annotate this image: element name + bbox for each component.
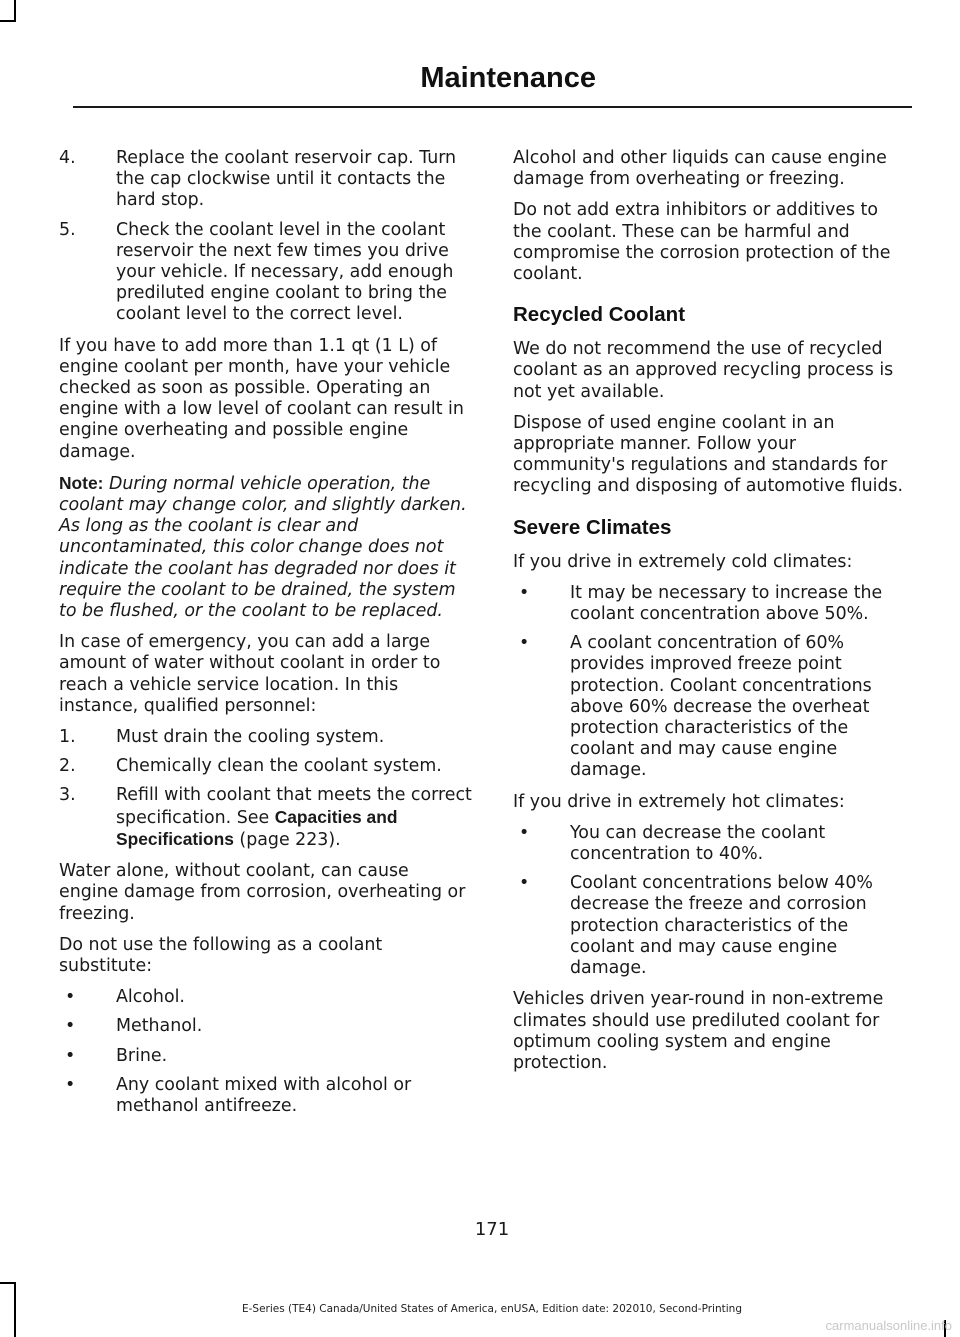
para-substitute: Do not use the following as a coolant substitute: <box>59 934 383 976</box>
para-dispose: Dispose of used engine coolant in an appropriate manner. Follow your community's regulations and standards for recycling and disposing of automotive fluids. <box>513 412 904 497</box>
list-item: • You can decrease the coolant concentration to 40%. <box>519 822 826 865</box>
page-number: 171 <box>474 1219 510 1240</box>
left-column <box>59 148 473 1127</box>
para-add-more: If you have to add more than 1.1 qt (1 L) of engine coolant per month, have your vehicle checked as soon as possible. Operating an engine with a low level of coolant can result in engine overheating and possible engine damage. <box>59 335 464 462</box>
para-inhibitors: Do not add extra inhibitors or additives to the coolant. These can be harmful and compromise the corrosion protection of the coolant. <box>513 200 891 285</box>
heading-recycled-coolant: Recycled Coolant <box>513 303 686 327</box>
capacities-link[interactable]: Capacities and Specifications <box>116 806 398 849</box>
bullet-icon: • <box>519 633 530 654</box>
list-item: 4. Replace the coolant reservoir cap. Turn the cap clockwise until it contacts the hard stop. <box>59 148 457 211</box>
bullet-icon: • <box>65 1045 76 1066</box>
steps-emergency-list <box>59 727 473 851</box>
list-item: 2. Chemically clean the coolant system. <box>59 756 442 777</box>
watermark: carmanualsonline.info <box>825 1318 952 1333</box>
note-label: Note: <box>59 472 104 493</box>
bullet-icon: • <box>65 1016 76 1037</box>
list-item: • Any coolant mixed with alcohol or methanol antifreeze. <box>65 1074 412 1116</box>
bullet-icon: • <box>519 582 530 603</box>
steps-top-list <box>59 148 473 326</box>
bullet-icon: • <box>519 873 530 894</box>
right-column <box>513 148 908 1084</box>
para-vehicles: Vehicles driven year-round in non-extreme climates should use prediluted coolant for optimum cooling system and engine protection. <box>513 989 884 1073</box>
note-text: During normal vehicle operation, the coolant may change color, and slightly darken. As long as the coolant is clear and uncontaminated, this color change does not indicate the coolant has degraded nor does it require the coolant to be drained, the system to be flushed, or the coolant to be replaced. <box>59 473 467 622</box>
list-item: • Alcohol. <box>65 987 185 1008</box>
cold-list <box>513 583 908 782</box>
list-item: • Coolant concentrations below 40% decrease the freeze and corrosion protection characteristics of the coolant and may cause engine damage. <box>519 873 873 979</box>
bullet-icon: • <box>65 987 76 1008</box>
list-item: 5. Check the coolant level in the coolant reservoir the next few times you drive your vehicle. If necessary, add enough prediluted engine coolant to bring the coolant level to the correct level. <box>59 219 454 325</box>
list-item: • Methanol. <box>65 1016 203 1037</box>
heading-severe-climates: Severe Climates <box>513 515 672 539</box>
crop-mark-top-left-h <box>0 20 16 22</box>
crop-mark-bottom-left-h <box>0 1282 16 1284</box>
crop-mark-top-left-v <box>14 0 16 22</box>
list-item: • Brine. <box>65 1045 168 1066</box>
para-alcohol: Alcohol and other liquids can cause engine damage from overheating or freezing. <box>513 148 887 190</box>
hot-list <box>513 823 908 979</box>
section-title: Maintenance <box>420 62 596 94</box>
header-rule <box>73 106 912 108</box>
list-item: 1. Must drain the cooling system. <box>59 727 385 748</box>
edition-footer: E-Series (TE4) Canada/United States of America, enUSA, Edition date: 202010, Second-Printing <box>241 1303 742 1315</box>
para-water: Water alone, without coolant, can cause engine damage from corrosion, overheating or freezing. <box>59 861 466 924</box>
note <box>59 473 473 622</box>
para-cold: If you drive in extremely cold climates: <box>513 551 853 572</box>
list-item: • A coolant concentration of 60% provides improved freeze point protection. Coolant concentrations above 60% decrease the overheat protection characteristics of the coolant and may cause engine damage. <box>519 633 872 781</box>
substitutes-list <box>59 987 473 1117</box>
para-emergency: In case of emergency, you can add a large amount of water without coolant in order to reach a vehicle service location. In this instance, qualified personnel: <box>59 632 441 716</box>
bullet-icon: • <box>65 1074 76 1095</box>
bullet-icon: • <box>519 822 530 843</box>
list-item: 3. Refill with coolant that meets the correct specification. See Capacities and Specifications (page 223). <box>59 785 472 850</box>
list-item: • It may be necessary to increase the coolant concentration above 50%. <box>519 582 883 625</box>
para-hot: If you drive in extremely hot climates: <box>513 791 845 812</box>
para-recycled: We do not recommend the use of recycled coolant as an approved recycling process is not yet available. <box>513 339 894 402</box>
